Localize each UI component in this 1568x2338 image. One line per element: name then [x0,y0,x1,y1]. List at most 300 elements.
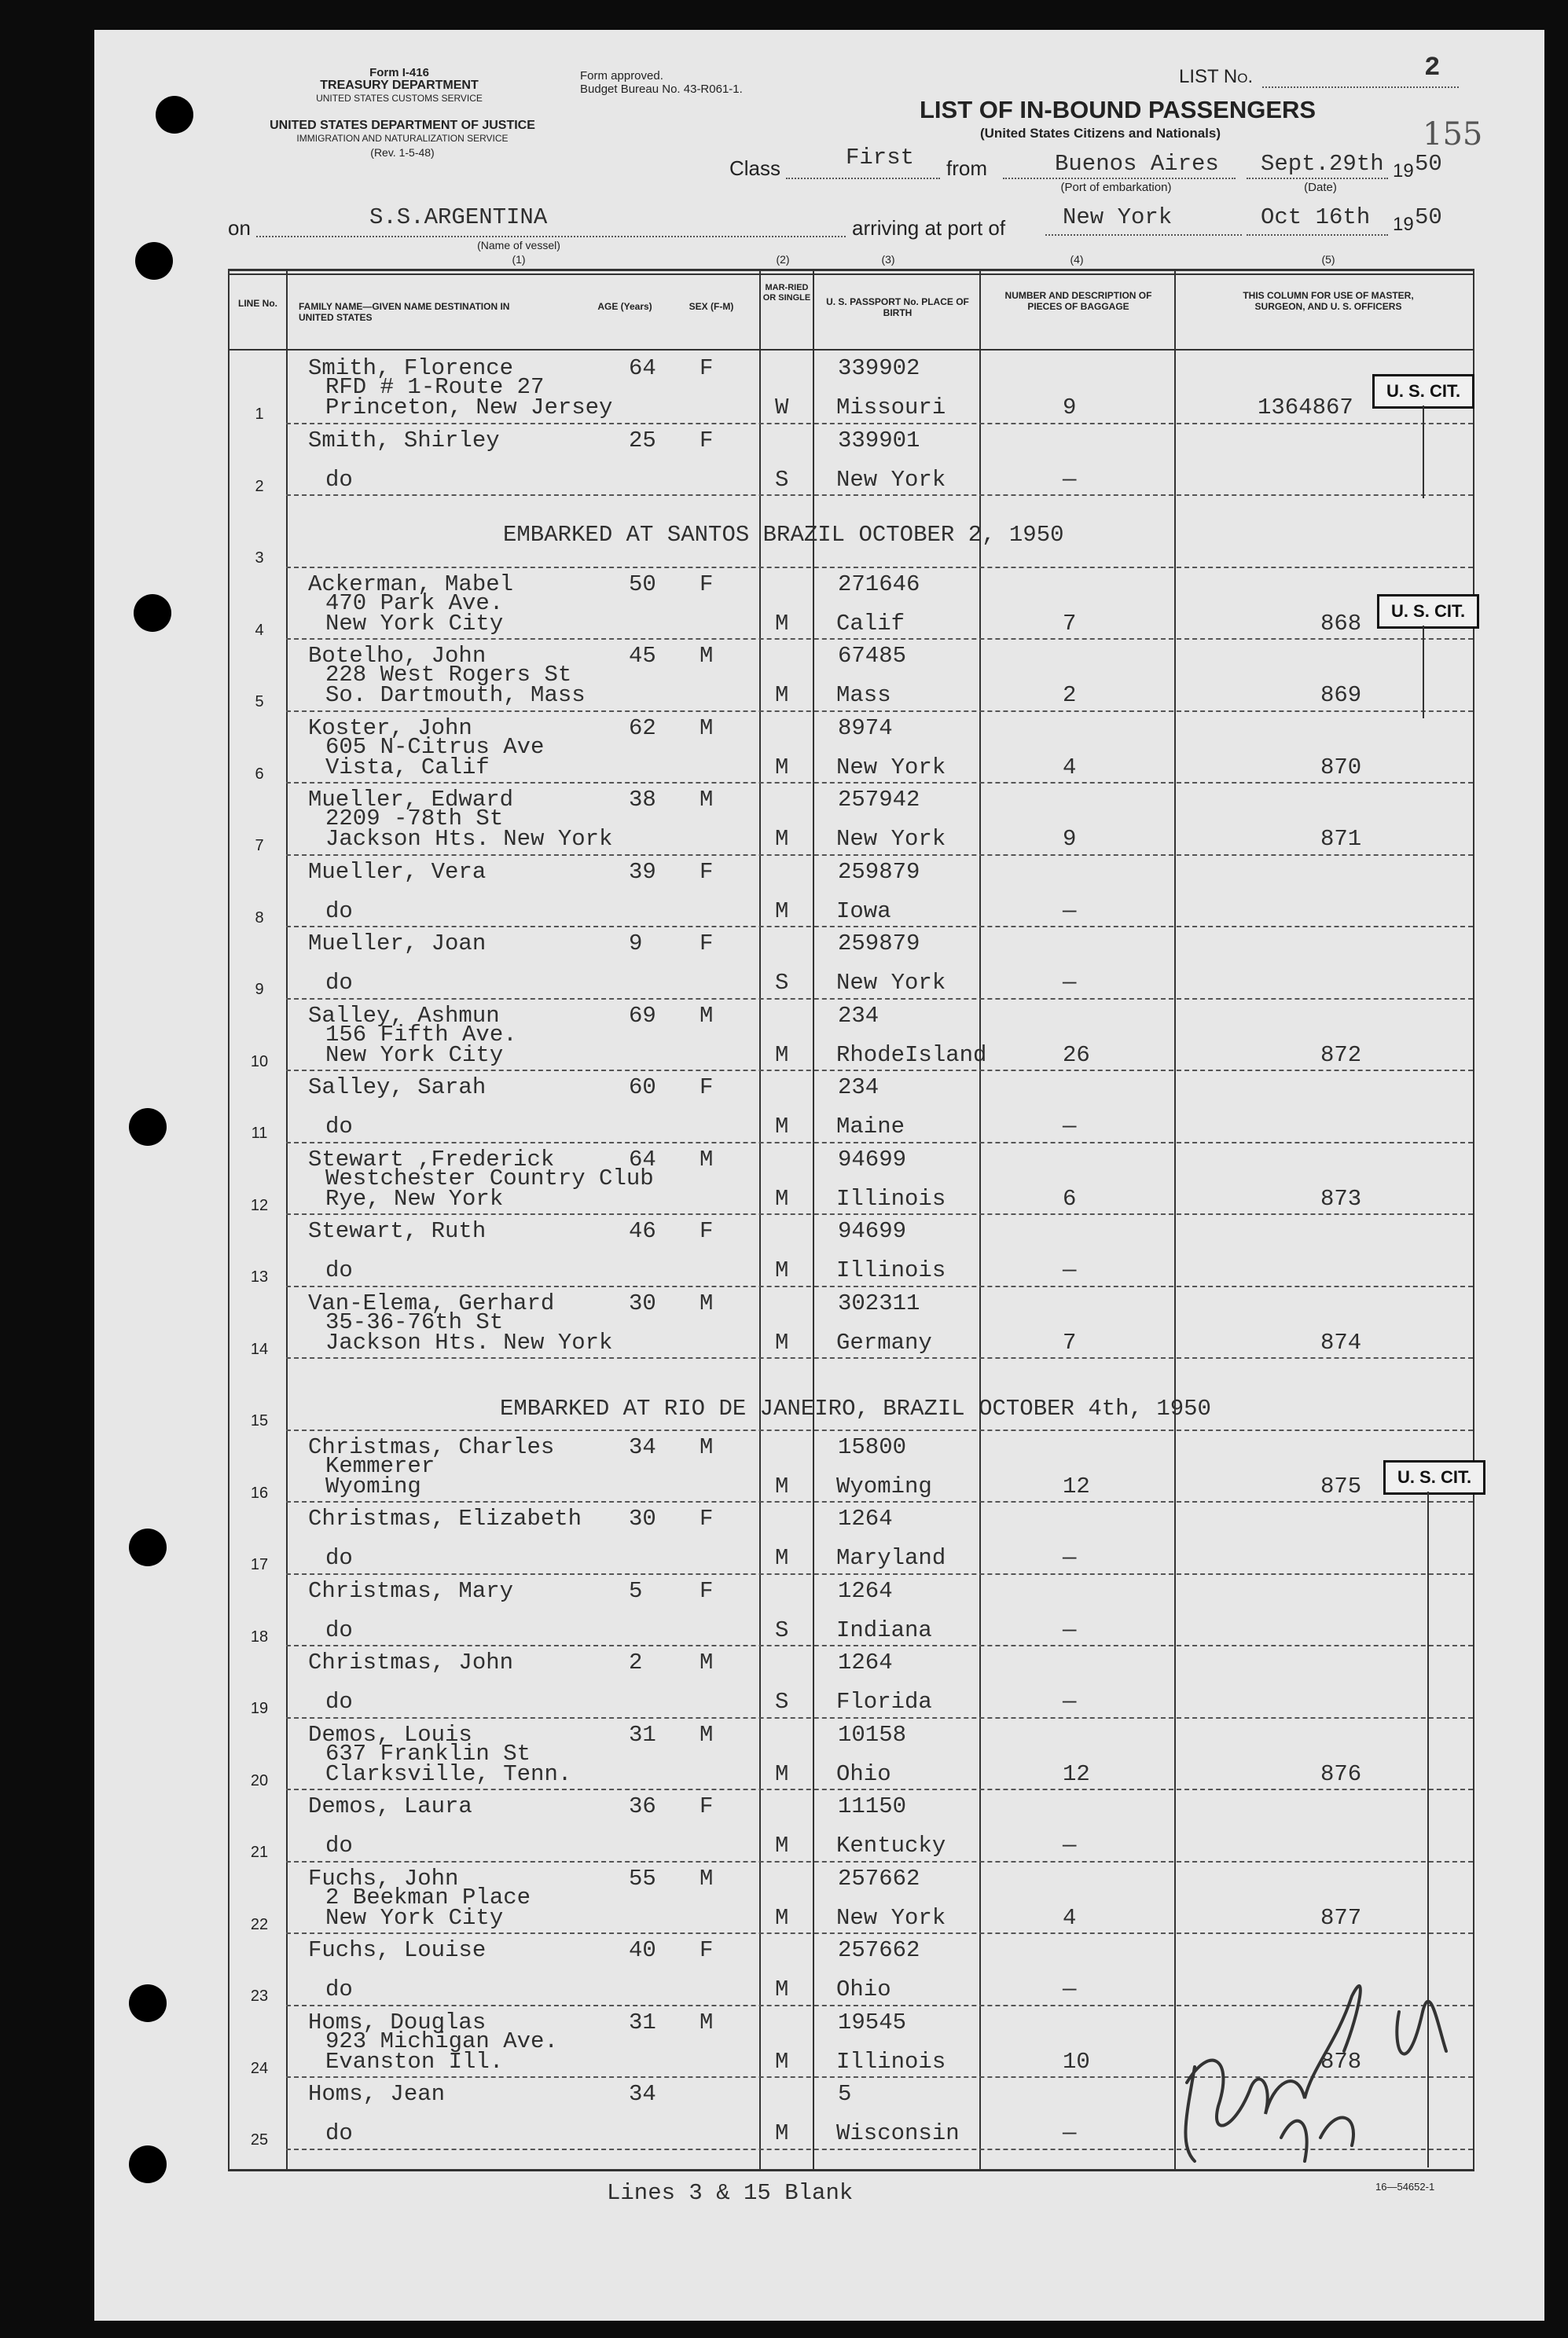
passenger-name: Van-Elema, Gerhard [308,1290,555,1316]
sex: M [700,715,714,741]
line-number: 17 [250,1556,269,1573]
age: 34 [629,1434,656,1460]
binder-hole [129,1108,167,1146]
sex: F [700,1793,714,1819]
officer-number: 876 [1320,1761,1362,1787]
marital-status: M [775,2049,789,2075]
list-no-line [1262,86,1459,88]
address-line: do [325,970,353,996]
marital-status: M [775,1257,789,1283]
address-line: 923 Michigan Ave. [325,2028,558,2054]
baggage-count: 4 [1063,1905,1077,1931]
sex: M [700,1003,714,1029]
date-line [1247,178,1388,179]
sex: M [700,1722,714,1748]
line-number: 15 [250,1412,269,1430]
address-line: So. Dartmouth, Mass [325,682,586,708]
age: 38 [629,787,656,813]
passenger-name: Homs, Jean [308,2081,446,2107]
address-line: do [325,2120,353,2146]
address-line: Clarksville, Tenn. [325,1761,572,1787]
form-approved: Form approved. [580,69,663,83]
place-of-birth: Ohio [836,1761,891,1787]
stamp-bracket [1423,626,1424,718]
header-officers: THIS COLUMN FOR USE OF MASTER, SURGEON, AND U. S. OFFICERS [1243,290,1414,312]
print-code: 16—54652-1 [1375,2181,1435,2193]
address-line: 637 Franklin St [325,1741,531,1767]
age: 39 [629,859,656,885]
baggage-count: — [1063,2120,1077,2146]
baggage-count: 12 [1063,1761,1090,1787]
address-line: New York City [325,1905,504,1931]
customs-service: UNITED STATES CUSTOMS SERVICE [316,93,483,104]
passport-number: 234 [838,1003,879,1029]
passenger-name: Demos, Laura [308,1793,472,1819]
row-divider [286,998,1473,1000]
col-sep-passport [813,269,814,2171]
place-of-birth: Ohio [836,1976,891,2002]
age: 69 [629,1003,656,1029]
baggage-count: — [1063,1689,1077,1715]
baggage-count: — [1063,898,1077,924]
age: 9 [629,930,643,956]
row-divider [286,1286,1473,1287]
officer-number: 874 [1320,1330,1362,1356]
officer-number: 872 [1320,1042,1362,1068]
date-caption: (Date) [1304,181,1337,194]
on-label: on [228,216,251,240]
list-title: LIST OF IN-BOUND PASSENGERS [920,96,1316,123]
class-value: First [846,145,915,171]
sex: M [700,1290,714,1316]
row-divider [286,1717,1473,1719]
baggage-count: 4 [1063,754,1077,780]
row-divider [286,1645,1473,1646]
place-of-birth: Iowa [836,898,891,924]
passport-number: 1264 [838,1506,893,1532]
marital-status: S [775,1617,789,1643]
passenger-name: Botelho, John [308,643,487,669]
place-of-birth: Germany [836,1330,932,1356]
vessel-caption: (Name of vessel) [477,239,560,251]
address-line: do [325,1833,353,1859]
col-sep-officers [1174,269,1176,2171]
marital-status: M [775,682,789,708]
passport-number: 8974 [838,715,893,741]
age: 5 [629,1578,643,1604]
place-of-birth: Illinois [836,2049,946,2075]
place-of-birth: Wisconsin [836,2120,960,2146]
row-divider [286,1142,1473,1143]
passport-number: 19545 [838,2010,907,2035]
row-divider [286,1573,1473,1575]
marital-status: M [775,1761,789,1787]
header-passport: U. S. PASSPORT No. PLACE OF BIRTH [826,296,969,318]
baggage-count: 7 [1063,1330,1077,1356]
baggage-count: 26 [1063,1042,1090,1068]
us-citizen-stamp: U. S. CIT. [1383,1460,1485,1495]
passenger-name: Christmas, Mary [308,1578,514,1604]
col-num-married: (2) [776,253,790,266]
table-left-border [228,269,230,2171]
passenger-name: Mueller, Vera [308,859,487,885]
line-number: 1 [255,406,264,423]
place-of-birth: New York [836,754,946,780]
baggage-count: — [1063,1833,1077,1859]
marital-status: M [775,1474,789,1499]
passenger-name: Demos, Louis [308,1722,472,1748]
header-line-no: LINE No. [238,298,277,309]
passport-number: 257662 [838,1866,920,1892]
address-line: do [325,1545,353,1571]
row-divider [286,1932,1473,1934]
line-number: 16 [250,1485,269,1502]
sex: F [700,1074,714,1100]
baggage-count: — [1063,1976,1077,2002]
passport-number: 1264 [838,1578,893,1604]
place-of-birth: Maine [836,1114,905,1140]
passport-number: 257942 [838,787,920,813]
age: 64 [629,1147,656,1173]
sex: F [700,1218,714,1244]
baggage-count: — [1063,1545,1077,1571]
sex: M [700,787,714,813]
binder-hole [129,2145,167,2183]
row-divider [286,782,1473,784]
place-of-birth: New York [836,826,946,852]
line-number: 5 [255,693,264,710]
place-of-birth: Missouri [836,395,946,420]
justice-dept: UNITED STATES DEPARTMENT OF JUSTICE [270,119,535,132]
passport-number: 302311 [838,1290,920,1316]
line-number: 19 [250,1700,269,1717]
address-line: Princeton, New Jersey [325,395,613,420]
age: 31 [629,2010,656,2035]
baggage-count: — [1063,1617,1077,1643]
row-divider [286,926,1473,927]
line-number: 9 [255,981,264,998]
line-number: 20 [250,1772,269,1789]
revision: (Rev. 1-5-48) [370,146,435,159]
header-baggage: NUMBER AND DESCRIPTION OF PIECES OF BAGGAGE [1004,290,1152,312]
age: 55 [629,1866,656,1892]
row-divider [286,567,1473,568]
age: 45 [629,643,656,669]
place-of-birth: RhodeIsland [836,1042,987,1068]
line-number: 2 [255,478,264,495]
sex: F [700,355,714,381]
section-header-santos: EMBARKED AT SANTOS BRAZIL OCTOBER 2, 1950 [503,522,1064,548]
place-of-birth: Maryland [836,1545,946,1571]
embark-year: 50 [1415,151,1442,177]
baggage-count: 12 [1063,1474,1090,1499]
address-line: do [325,1617,353,1643]
officer-number: 878 [1320,2049,1362,2075]
row-divider [286,423,1473,424]
place-of-birth: Calif [836,611,905,637]
line-number: 24 [250,2060,269,2077]
row-divider [286,710,1473,712]
address-line: do [325,467,353,493]
line-number: 6 [255,765,264,783]
sex: F [700,428,714,453]
age: 25 [629,428,656,453]
line-number: 12 [250,1197,269,1214]
address-line: 2209 -78th St [325,806,504,831]
sex: F [700,571,714,597]
line-number: 11 [251,1125,268,1142]
passport-number: 94699 [838,1218,907,1244]
age: 34 [629,2081,656,2107]
sex: M [700,1147,714,1173]
age: 31 [629,1722,656,1748]
place-of-birth: New York [836,970,946,996]
passenger-name: Salley, Sarah [308,1074,487,1100]
passport-number: 94699 [838,1147,907,1173]
address-line: New York City [325,1042,504,1068]
line-number: 10 [250,1053,269,1070]
line-number: 7 [255,837,264,854]
baggage-count: — [1063,1257,1077,1283]
row-divider [286,1213,1473,1215]
header-name: FAMILY NAME—GIVEN NAME DESTINATION IN UNITED STATES [299,301,510,323]
passenger-name: Stewart, Ruth [308,1218,487,1244]
line-number: 4 [255,622,264,639]
sex: F [700,1506,714,1532]
sex: M [700,1866,714,1892]
row-divider [286,854,1473,856]
year-prefix-2: 19 [1393,214,1414,235]
marital-status: S [775,970,789,996]
sex: M [700,1650,714,1676]
passport-number: 257662 [838,1937,920,1963]
baggage-count: 6 [1063,1186,1077,1212]
header-sex: SEX (F-M) [689,301,734,312]
address-line: Vista, Calif [325,754,490,780]
vessel-name: S.S.ARGENTINA [369,204,548,230]
passenger-name: Mueller, Edward [308,787,514,813]
passenger-name: Stewart ,Frederick [308,1147,555,1173]
marital-status: M [775,611,789,637]
embark-date: Sept.29th [1261,151,1384,177]
address-line: New York City [325,611,504,637]
marital-status: M [775,826,789,852]
baggage-count: — [1063,1114,1077,1140]
officer-number: 871 [1320,826,1362,852]
arrival-date-line [1247,234,1388,236]
officer-number: 873 [1320,1186,1362,1212]
row-divider [286,1501,1473,1503]
age: 30 [629,1506,656,1532]
class-label: Class [729,156,781,180]
marital-status: M [775,1976,789,2002]
age: 60 [629,1074,656,1100]
col-num-officers: (5) [1321,253,1335,266]
arrival-date: Oct 16th [1261,204,1371,230]
passenger-name: Christmas, Charles [308,1434,555,1460]
lines-blank-note: Lines 3 & 15 Blank [607,2180,854,2206]
sex: M [700,2010,714,2035]
col-sep-line [286,269,288,2171]
list-no-label: LIST No. [1179,66,1254,87]
baggage-count: 7 [1063,611,1077,637]
row-divider [286,1070,1473,1071]
list-no: 2 [1424,53,1441,83]
binder-hole [135,242,173,280]
address-line: do [325,1114,353,1140]
address-line: do [325,1257,353,1283]
port-caption: (Port of embarkation) [1060,181,1172,194]
passenger-name: Fuchs, Louise [308,1937,487,1963]
address-line: 35-36-76th St [325,1309,504,1335]
line-number: 22 [250,1916,269,1933]
row-divider [286,1861,1473,1863]
marital-status: M [775,2120,789,2146]
address-line: Evanston Ill. [325,2049,504,2075]
place-of-birth: New York [836,467,946,493]
address-line: 228 West Rogers St [325,662,572,688]
passport-number: 234 [838,1074,879,1100]
baggage-count: 2 [1063,682,1077,708]
place-of-birth: Kentucky [836,1833,946,1859]
line-number: 25 [250,2131,269,2149]
binder-hole [129,1529,167,1566]
line-number: 21 [250,1844,269,1861]
address-line: do [325,898,353,924]
address-line: Wyoming [325,1474,421,1499]
baggage-count: — [1063,970,1077,996]
sex: F [700,859,714,885]
marital-status: M [775,1186,789,1212]
officer-number: 869 [1320,682,1362,708]
age: 46 [629,1218,656,1244]
passport-number: 67485 [838,643,907,669]
age: 64 [629,355,656,381]
passenger-name: Smith, Florence [308,355,514,381]
age: 30 [629,1290,656,1316]
marital-status: S [775,1689,789,1715]
port-embarkation: Buenos Aires [1055,151,1219,177]
row-divider [286,1430,1473,1431]
form-number: Form I-416 [369,66,429,79]
vessel-col-num: (1) [512,253,526,266]
binder-hole [156,96,193,134]
marital-status: M [775,1042,789,1068]
marital-status: M [775,1905,789,1931]
marital-status: W [775,395,789,420]
address-line: 605 N-Citrus Ave [325,734,545,760]
address-line: do [325,1689,353,1715]
address-line: Jackson Hts. New York [325,826,613,852]
inspector-signature [1163,1949,1462,2185]
from-label: from [946,156,987,180]
line-number: 13 [250,1268,269,1286]
age: 50 [629,571,656,597]
baggage-count: 10 [1063,2049,1090,2075]
officer-number: 1364867 [1258,395,1353,420]
baggage-count: 9 [1063,395,1077,420]
ins-service: IMMIGRATION AND NATURALIZATION SERVICE [296,133,509,144]
row-divider [286,1357,1473,1359]
marital-status: M [775,898,789,924]
passenger-name: Homs, Douglas [308,2010,487,2035]
line-number: 14 [250,1341,269,1358]
header-age: AGE (Years) [597,301,652,312]
passport-number: 10158 [838,1722,907,1748]
address-line: Westchester Country Club [325,1165,654,1191]
place-of-birth: Florida [836,1689,932,1715]
officer-number: 875 [1320,1474,1362,1499]
sex: F [700,930,714,956]
year-prefix-1: 19 [1393,160,1414,182]
table-top-border [228,269,1474,271]
row-divider [286,1789,1473,1790]
passenger-name: Salley, Ashmun [308,1003,500,1029]
officer-number: 870 [1320,754,1362,780]
col-sep-married [759,269,761,2171]
handwritten-155: 155 [1423,116,1483,152]
passport-number: 339902 [838,355,920,381]
passenger-name: Smith, Shirley [308,428,500,453]
section-header-rio: EMBARKED AT RIO DE JANEIRO, BRAZIL OCTOBER 4th, 1950 [500,1396,1211,1422]
passport-number: 259879 [838,859,920,885]
marital-status: M [775,1833,789,1859]
passport-number: 339901 [838,428,920,453]
sex: F [700,1578,714,1604]
line-number: 23 [250,1987,269,2005]
officer-number: 877 [1320,1905,1362,1931]
baggage-count: 9 [1063,826,1077,852]
row-divider [286,494,1473,496]
passport-number: 11150 [838,1793,907,1819]
age: 36 [629,1793,656,1819]
sex: M [700,643,714,669]
age: 62 [629,715,656,741]
officer-number: 868 [1320,611,1362,637]
passenger-name: Koster, John [308,715,472,741]
sex: M [700,1434,714,1460]
class-line [786,178,940,179]
passenger-name: Mueller, Joan [308,930,487,956]
arrival-year: 50 [1415,204,1442,230]
arriving-label: arriving at port of [852,216,1006,240]
budget-bureau: Budget Bureau No. 43-R061-1. [580,83,743,96]
age: 40 [629,1937,656,1963]
header-married: MAR-RIED OR SINGLE [762,283,811,303]
binder-hole [129,1984,167,2022]
address-line: 156 Fifth Ave. [325,1022,517,1048]
marital-status: M [775,1114,789,1140]
place-of-birth: Wyoming [836,1474,932,1499]
col-num-passport: (3) [881,253,895,266]
header-bottom-border [228,349,1474,351]
us-citizen-stamp: U. S. CIT. [1377,594,1479,629]
marital-status: M [775,754,789,780]
binder-hole [134,594,171,632]
address-line: 2 Beekman Place [325,1885,531,1910]
marital-status: S [775,467,789,493]
address-line: Kemmerer [325,1453,435,1479]
passport-number: 259879 [838,930,920,956]
port-line [1003,178,1236,179]
treasury-dept: TREASURY DEPARTMENT [320,79,479,92]
line-number: 3 [255,549,264,567]
stamp-bracket [1423,406,1424,498]
baggage-count: — [1063,467,1077,493]
marital-status: M [775,1545,789,1571]
list-subtitle: (United States Citizens and Nationals) [979,126,1221,141]
table-top-border-2 [228,273,1474,275]
